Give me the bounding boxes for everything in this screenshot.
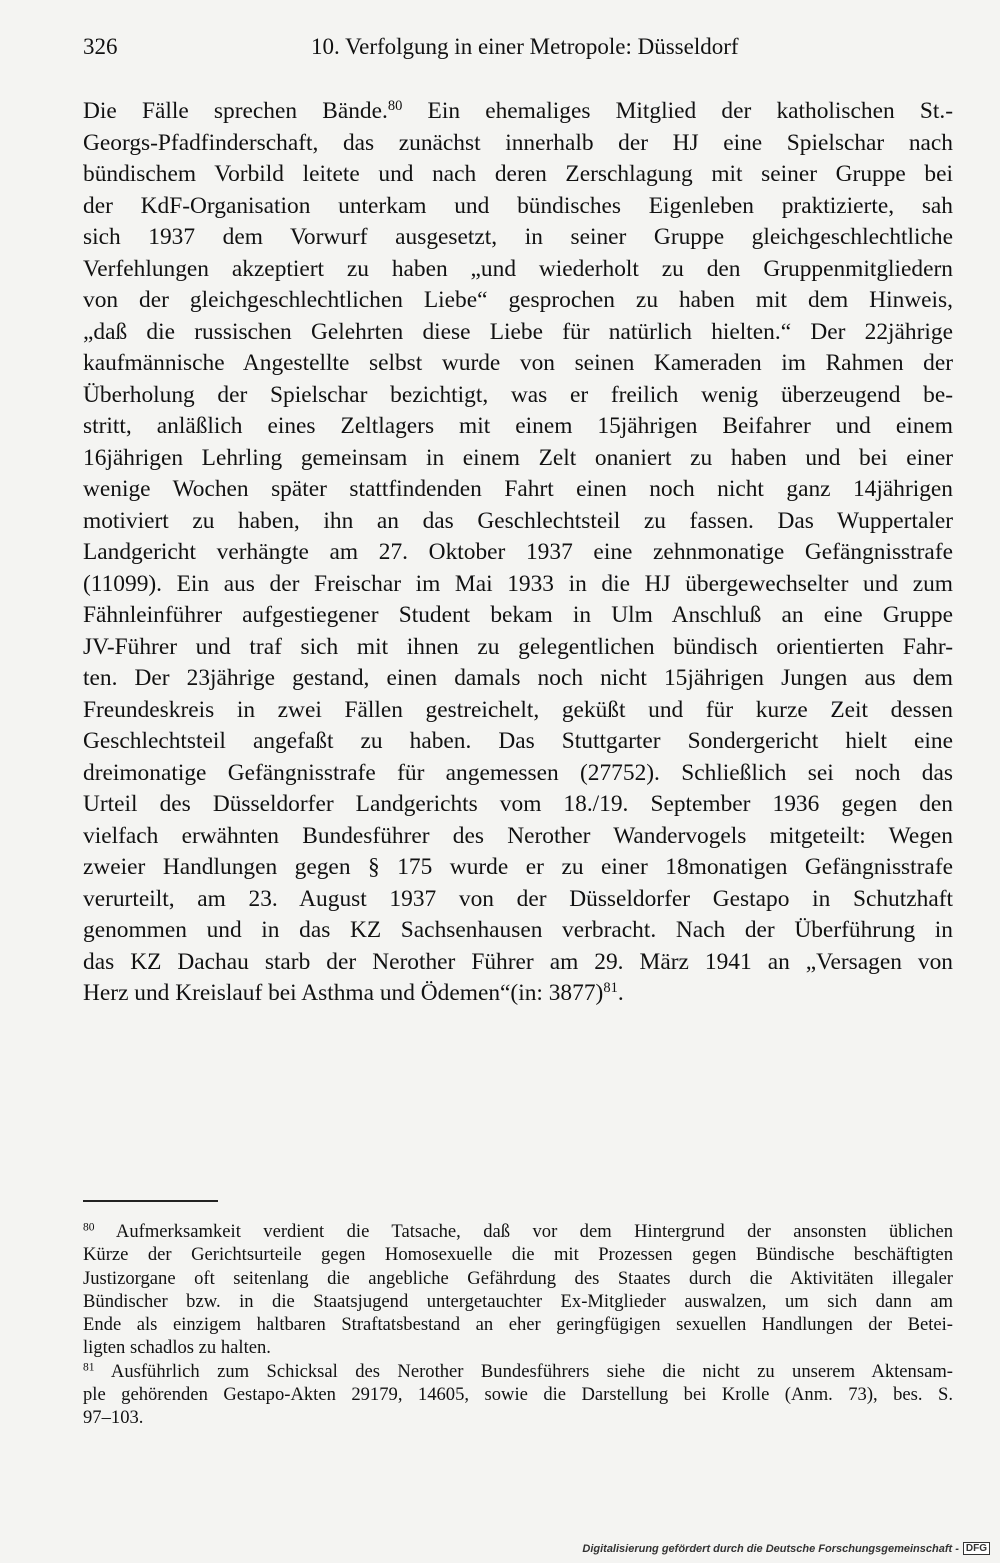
footnote-separator [83,1200,218,1202]
dfg-logo-icon: DFG [963,1542,990,1555]
footnotes [83,1220,953,1430]
footnote-line: Ende als einzigem haltbaren Straftatsbestand an eher geringfügigen sexuellen Handlungen der Betei- [83,1314,953,1336]
running-header [83,34,953,68]
body-line: ten. Der 23jährige gestand, einen damals noch nicht 15jährigen Jungen aus dem [83,665,953,691]
footnote-line: ligten schadlos zu halten. [83,1337,271,1359]
body-line: „daß die russischen Gelehrten diese Liebe für natürlich hielten.“ Der 22jährige [83,318,953,345]
footnote-line: $^{80}$ Aufmerksamkeit verdient die Tatsache, daß vor dem Hintergrund der ansonsten üblichen [83,1221,953,1242]
body-line: Freundeskreis in zwei Fällen gestreichelt, geküßt und für kurze Zeit dessen [83,696,953,723]
body-line: das KZ Dachau starb der Nerother Führer am 29. März 1941 an „Versagen von [83,948,953,975]
body-line: Verfehlungen akzeptiert zu haben „und wiederholt zu den Gruppenmitgliedern [83,255,953,282]
footnote-line: Bündischer bzw. in die Staatsjugend untergetauchter Ex-Mitglieder auswalzen, um sich dann am [83,1290,953,1312]
body-line: wenige Wochen später stattfindenden Fahrt einen noch nicht ganz 14jährigen [83,476,953,502]
body-line: von der gleichgeschlechtlichen Liebe“ gesprochen zu haben mit dem Hinweis, [83,287,953,313]
body-line: Landgericht verhängte am 27. Oktober 1937 eine zehnmonatige Gefängnisstrafe [83,539,953,565]
footnote-line: 97–103. [83,1407,144,1429]
footnote-line: Kürze der Gerichtsurteile gegen Homosexuelle die mit Prozessen gegen Bündische beschäftigten [83,1244,953,1266]
body-line: Geschlechtsteil angefaßt zu haben. Das Stuttgarter Sondergericht hielt eine [83,728,953,754]
footnote-81 [83,1360,953,1430]
footnote-number: 80 [83,1221,95,1234]
footnote-number: 81 [83,1361,95,1374]
body-line: JV-Führer und traf sich mit ihnen zu gelegentlichen bündisch orientierten Fahr- [83,633,953,660]
footnote-80 [83,1220,953,1360]
footnote-line: $^{81}$ Ausführlich zum Schicksal des Nerother Bundesführers siehe die nicht zu unserem Aktensam- [83,1360,953,1382]
body-line: kaufmännische Angestellte selbst wurde von seinen Kameraden im Rahmen der [83,350,953,376]
footnote-line: ple gehörenden Gestapo-Akten 29179, 14605, sowie die Darstellung bei Krolle (Anm. 73), bes. S. [83,1384,953,1406]
body-line: zweier Handlungen gegen § 175 wurde er zu einer 18monatigen Gefängnisstrafe [83,854,953,880]
body-line: (11099). Ein aus der Freischar im Mai 1933 in die HJ übergewechselter und zum [83,570,953,597]
body-line: Herz und Kreislauf bei Asthma und Ödemen“(in: 3877)$^{81}$. [83,980,624,1006]
body-paragraph [83,96,953,1010]
page-number: 326 [83,34,118,59]
body-line: der KdF-Organisation unterkam und bündisches Eigenleben praktizierte, sah [83,192,953,219]
footnote-line: Justizorgane oft seitenlang die angebliche Gefährdung des Staates durch die Aktivitäten illegaler [83,1267,953,1289]
body-line: verurteilt, am 23. August 1937 von der Düsseldorfer Gestapo in Schutzhaft [83,885,953,912]
body-line: Überholung der Spielschar bezichtigt, was er freilich wenig überzeugend be- [83,381,953,408]
body-line: Die Fälle sprechen Bände.$^{80}$ Ein ehemaliges Mitglied der katholischen St.- [83,98,954,124]
body-line: motiviert zu haben, ihn an das Geschlechtsteil zu fassen. Das Wuppertaler [83,507,953,534]
footnote-ref[interactable]: 81 [603,980,618,997]
body-line: bündischem Vorbild leitete und nach deren Zerschlagung mit seiner Gruppe bei [83,161,953,187]
body-line: dreimonatige Gefängnisstrafe für angemessen (27752). Schließlich sei noch das [83,759,953,786]
body-line: Georgs-Pfadfinderschaft, das zunächst innerhalb der HJ eine Spielschar nach [83,129,953,156]
body-line: 16jährigen Lehrling gemeinsam in einem Zelt onaniert zu haben und bei einer [83,444,953,471]
credit-text: Digitalisierung gefördert durch die Deutsche Forschungsgemeinschaft - [582,1542,959,1555]
body-line: stritt, anläßlich eines Zeltlagers mit einem 15jährigen Beifahrer und einem [83,413,953,439]
footnote-ref[interactable]: 80 [387,98,403,115]
body-line: genommen und in das KZ Sachsenhausen verbracht. Nach der Überführung in [83,917,953,943]
body-line: sich 1937 dem Vorwurf ausgesetzt, in seiner Gruppe gleichgeschlechtliche [83,224,953,250]
digitization-credit [582,1542,990,1555]
body-line: Fähnleinführer aufgestiegener Student bekam in Ulm Anschluß an eine Gruppe [83,602,953,628]
body-line: Urteil des Düsseldorfer Landgerichts vom 18./19. September 1936 gegen den [83,791,953,817]
running-title: 10. Verfolgung in einer Metropole: Düsseldorf [311,34,739,59]
body-line: vielfach erwähnten Bundesführer des Nerother Wandervogels mitgeteilt: Wegen [83,822,953,849]
